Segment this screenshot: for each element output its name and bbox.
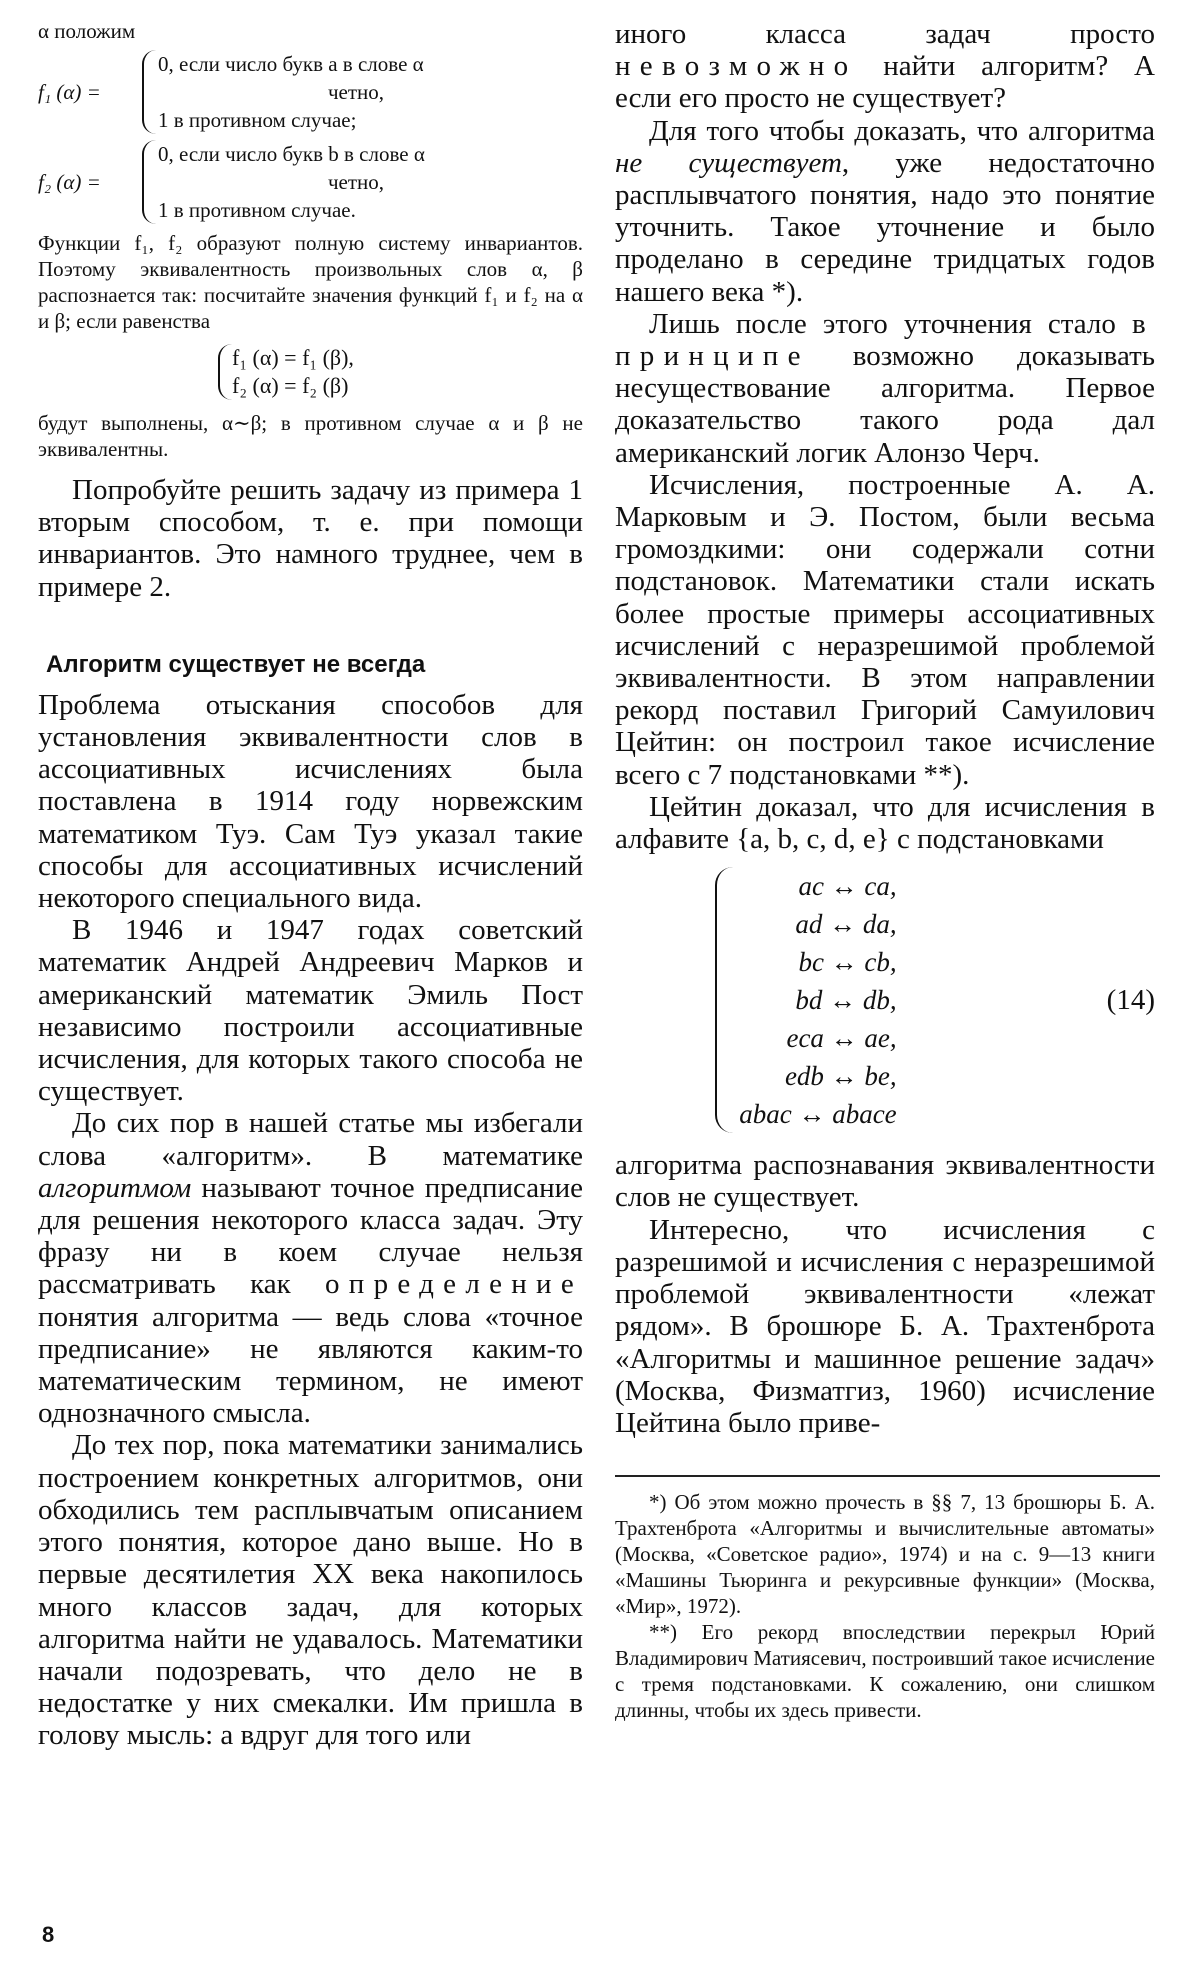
text-run: возможно доказывать несуществование алгоритма. Первое доказательство такого рода дал американский логик Алонзо Черч. [615, 340, 1155, 469]
text-run: , уже недостаточно расплывчатого понятия, надо это понятие уточнить. Такое уточнение и было проделано в середине тридцатых годов нашего века *). [615, 146, 1155, 308]
f1-cases [142, 50, 424, 134]
paragraph-algorithm-def [38, 1107, 583, 1429]
rule: edb ↔ be, [784, 1061, 897, 1092]
equation-1: f₁ (α) = f₁ (β), [232, 345, 354, 370]
text-run: Для того чтобы доказать, что алгоритма [649, 114, 1155, 147]
paragraph-continuation [615, 18, 1155, 115]
spaced-term: в принципе [615, 307, 1155, 373]
section-heading: Алгоритм существует не всегда [46, 650, 426, 678]
text-run: называют точное предписание для решения некоторого класса задач. Эту фразу ни в коем случае нельзя рассматривать как [38, 1171, 583, 1301]
rule: ad ↔ da, [795, 909, 897, 940]
text-run: найти алгоритм? А если его просто не существует? [615, 50, 1155, 115]
italic-term: не существует [615, 146, 842, 179]
rule: bc ↔ cb, [798, 947, 897, 978]
paragraph-alphabet: Цейтин доказал, что для исчисления в алфавите {a, b, c, d, e} с подстановками [615, 790, 1155, 856]
f1-definition [38, 50, 583, 134]
rule: abac ↔ abace [739, 1099, 897, 1130]
paragraph-proof-need [615, 115, 1155, 308]
right-column [615, 18, 1155, 1723]
f2-definition [38, 140, 583, 224]
f1-case1: 0, если число букв a в слове α [158, 52, 424, 76]
substitution-rules [715, 867, 897, 1133]
paragraph-markov-post: В 1946 и 1947 годах советский математик Андрей Андреевич Марков и американский математик Эмиль Пост независимо построили ассоциативные исчисления, для которых такого способа не существует. [38, 914, 583, 1108]
equation-number: (14) [1106, 983, 1155, 1016]
footnote-divider [615, 1475, 1160, 1477]
italic-term: алгоритмом [38, 1171, 192, 1204]
spaced-term: определение [325, 1268, 583, 1301]
rule: bd ↔ db, [795, 985, 897, 1016]
substitution-system [615, 867, 1155, 1133]
paragraph-tseitin: Исчисления, построенные А. А. Марковым и Э. Постом, были весьма громоздкими: они содержали сотни подстановок. Математики стали искать более простые примеры ассоциативных исчислений с неразрешимой проблемой эквивалентности. В этом направлении рекорд поставил Григорий Самуилович Цейтин: он построил такое исчисление всего с 7 подстановками **). [615, 468, 1155, 791]
f1-case1-cont: четно, [328, 80, 385, 104]
f2-lhs: f₂ (α) = [38, 170, 101, 194]
f2-cases [142, 140, 425, 224]
f2-case1-cont: четно, [328, 170, 385, 194]
paragraph-church [615, 308, 1155, 469]
f1-case2: 1 в противном случае; [158, 108, 357, 132]
f2-case2: 1 в противном случае. [158, 198, 356, 222]
text-run: иного класса задач просто [615, 18, 1155, 50]
paragraph-thue: Проблема отыскания способов для установления эквивалентности слов в ассоциативных исчислениях была поставлена в 1914 году норвежским математиком Туэ. Сам Туэ указал такие способы для ассоциативных исчислений некоторого специального вида. [38, 688, 583, 915]
rule: eca ↔ ae, [786, 1023, 897, 1054]
f2-case1: 0, если число букв b в слове α [158, 142, 425, 166]
intro-line: α положим [38, 19, 136, 43]
functions-paragraph: Функции f₁, f₂ образуют полную систему инвариантов. Поэтому эквивалентность произвольных слов α, β распознается так: посчитайте значения функций f₁ и f₂ на α и β; если равенства [38, 231, 583, 333]
equation-2: f₂ (α) = f₂ (β) [232, 373, 349, 398]
text-run: До сих пор в нашей статье мы избегали слова «алгоритм». В математике [38, 1107, 583, 1172]
text-run: понятия алгоритма — ведь слова «точное предписание» не являются каким-то математическим термином, не имеют однозначного смысла. [38, 1300, 583, 1430]
after-equations: будут выполнены, α∼β; в противном случае α и β не эквивалентны. [38, 411, 583, 461]
page-number: 8 [42, 1922, 55, 1947]
rule: ac ↔ ca, [798, 871, 897, 902]
try-paragraph: Попробуйте решить задачу из примера 1 вторым способом, т. е. при помощи инвариантов. Это намного труднее, чем в примере 2. [38, 474, 583, 603]
paragraph-mathematicians: До тех пор, пока математики занимались построением конкретных алгоритмов, они обходились тем расплывчатым описанием этого понятия, которое дано выше. Но в первые десятилетия XX века накопилось много классов задач, для которых алгоритма найти не удавалось. Математики начали подозревать, что дело не в недостатке у них смекалки. Им пришла в голову мысль: а вдруг для того или [38, 1429, 583, 1752]
text-run: Лишь после этого уточнения стало [649, 307, 1116, 340]
f1-lhs: f₁ (α) = [38, 80, 101, 104]
paragraph-no-algorithm: алгоритма распознавания эквивалентности слов не существует. [615, 1149, 1155, 1214]
left-column [38, 18, 583, 1752]
footnote-2: **) Его рекорд впоследствии перекрыл Юрий Владимирович Матиясевич, построивший такое исчисление с тремя подстановками. К сожалению, они слишком длинны, чтобы их здесь привести. [615, 1620, 1156, 1723]
equality-brace [218, 344, 583, 400]
spaced-term: невозможно [615, 50, 858, 83]
paragraph-interesting: Интересно, что исчисления с разрешимой и исчисления с неразрешимой проблемой эквивалентности «лежат рядом». В брошюре Б. А. Трахтенброта «Алгоритмы и машинное решение задач» (Москва, Физматгиз, 1960) исчисление Цейтина было приве- [615, 1213, 1155, 1439]
equality-system [218, 344, 583, 400]
footnote-1: *) Об этом можно прочесть в §§ 7, 13 брошюры Б. А. Трахтенброта «Алгоритмы и вычислительные автоматы» (Москва, «Советское радио», 1974) и на с. 9—13 книги «Машины Тьюринга и рекурсивные функции» (Москва, «Мир», 1972). [615, 1490, 1155, 1619]
